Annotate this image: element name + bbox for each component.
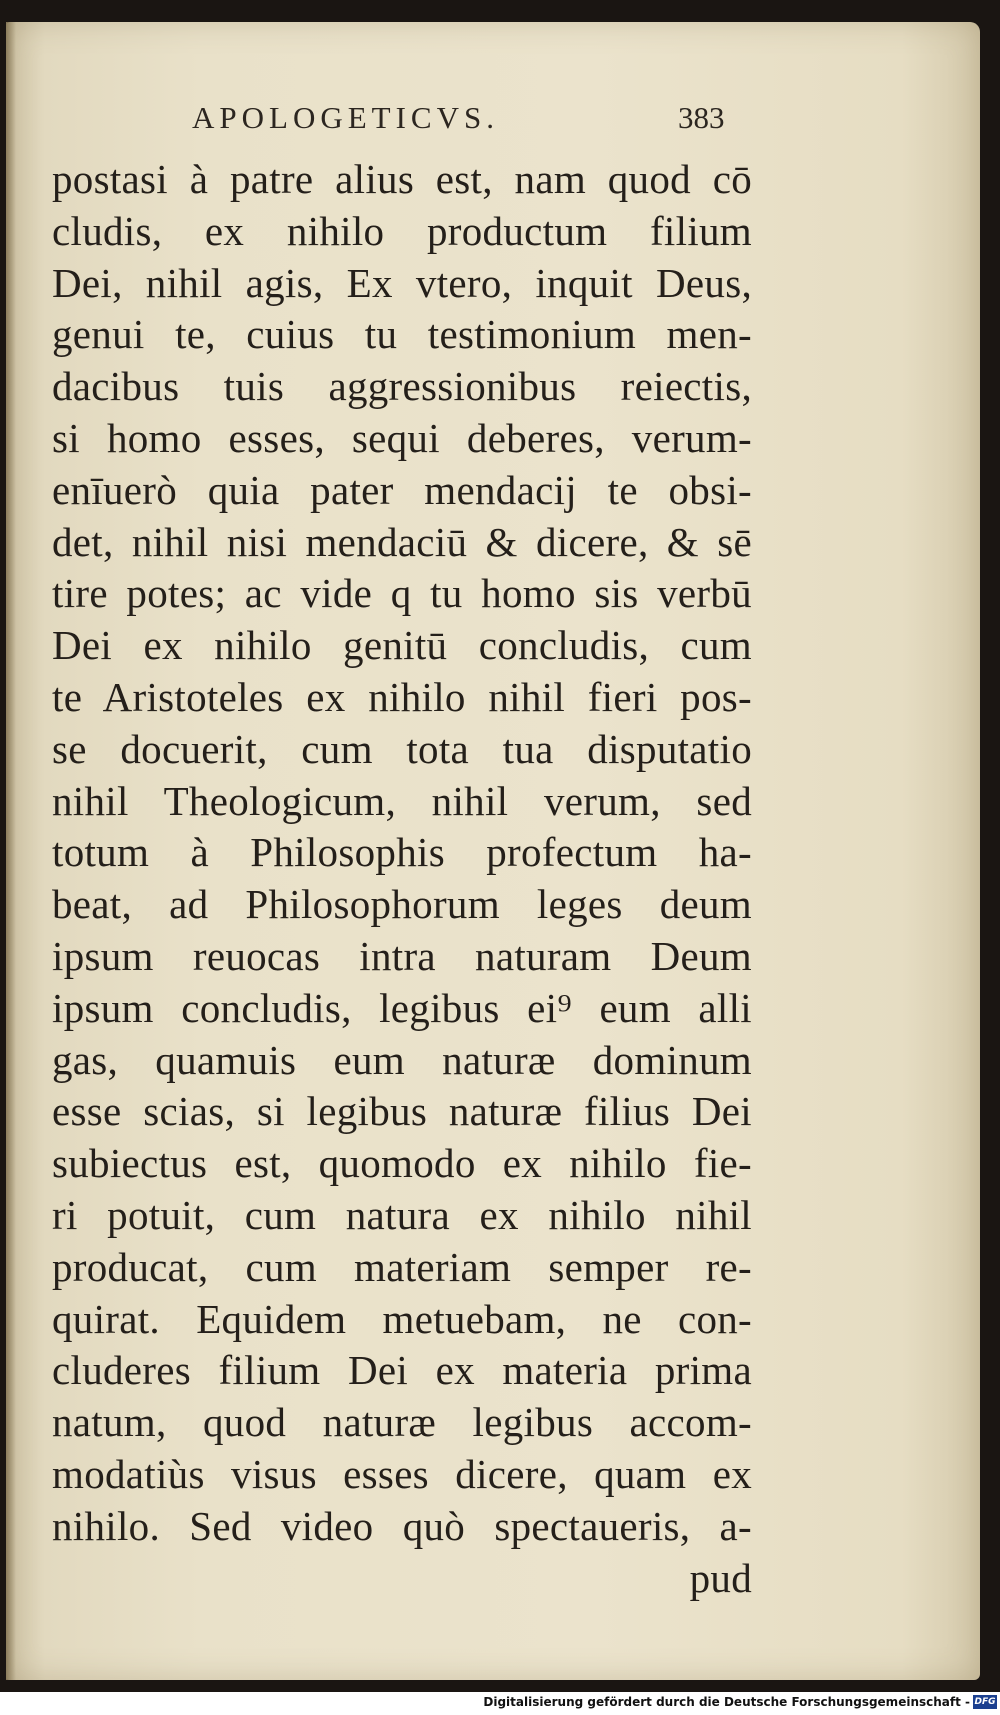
text-line: beat, ad Philosophorum leges deum: [52, 881, 752, 928]
text-line: gas, quamuis eum naturæ dominum: [52, 1036, 752, 1083]
text-line: si homo esses, sequi deberes, verum-: [52, 414, 752, 461]
text-line: producat, cum materiam semper re-: [52, 1243, 752, 1290]
running-head: [6, 100, 980, 150]
text-line: nihil Theologicum, nihil verum, sed: [52, 777, 752, 824]
text-line: totum à Philosophis profectum ha-: [52, 829, 752, 876]
text-line: se docuerit, cum tota tua disputatio: [52, 725, 752, 772]
footer-bar: [0, 1692, 1000, 1715]
text-line: subiectus est, quomodo ex nihilo fie-: [52, 1140, 752, 1187]
text-line: tire potes; ac vide q tu homo sis verbū: [52, 570, 752, 617]
text-line: esse scias, si legibus naturæ filius Dei: [52, 1088, 752, 1135]
text-line: te Aristoteles ex nihilo nihil fieri pos-: [52, 673, 752, 720]
text-line: enīuerò quia pater mendacij te obsi-: [52, 466, 752, 513]
text-line: Dei ex nihilo genitū concludis, cum: [52, 622, 752, 669]
text-line: genui te, cuius tu testimonium men-: [52, 311, 752, 358]
text-line: quirat. Equidem metuebam, ne con-: [52, 1295, 752, 1342]
text-line: ri potuit, cum natura ex nihilo nihil: [52, 1191, 752, 1238]
text-line: dacibus tuis aggressionibus reiectis,: [52, 363, 752, 410]
text-line: Dei, nihil agis, Ex vtero, inquit Deus,: [52, 259, 752, 306]
page-number: 383: [678, 100, 725, 135]
text-line: cluderes filium Dei ex materia prima: [52, 1347, 752, 1394]
page-gutter-shadow: [6, 22, 16, 1680]
body-text: [52, 154, 752, 1604]
text-line: ipsum reuocas intra naturam Deum: [52, 932, 752, 979]
catchword: pud: [689, 1554, 752, 1601]
text-line: natum, quod naturæ legibus accom-: [52, 1399, 752, 1446]
digitization-credit: Digitalisierung gefördert durch die Deutsche Forschungsgemeinschaft -: [483, 1695, 970, 1709]
book-page: [6, 22, 980, 1680]
text-line: ipsum concludis, legibus ei⁹ eum alli: [52, 984, 752, 1031]
text-line: postasi à patre alius est, nam quod cō: [52, 156, 752, 202]
text-line: cludis, ex nihilo productum filium: [52, 207, 752, 254]
text-line: det, nihil nisi mendaciū & dicere, & sē: [52, 518, 752, 565]
running-head-title: APOLOGETICVS.: [192, 100, 499, 135]
text-line: modatiùs visus esses dicere, quam ex: [52, 1450, 752, 1497]
dfg-logo: DFG: [974, 1697, 996, 1707]
text-line: nihilo. Sed video quò spectaueris, a-: [52, 1502, 752, 1549]
